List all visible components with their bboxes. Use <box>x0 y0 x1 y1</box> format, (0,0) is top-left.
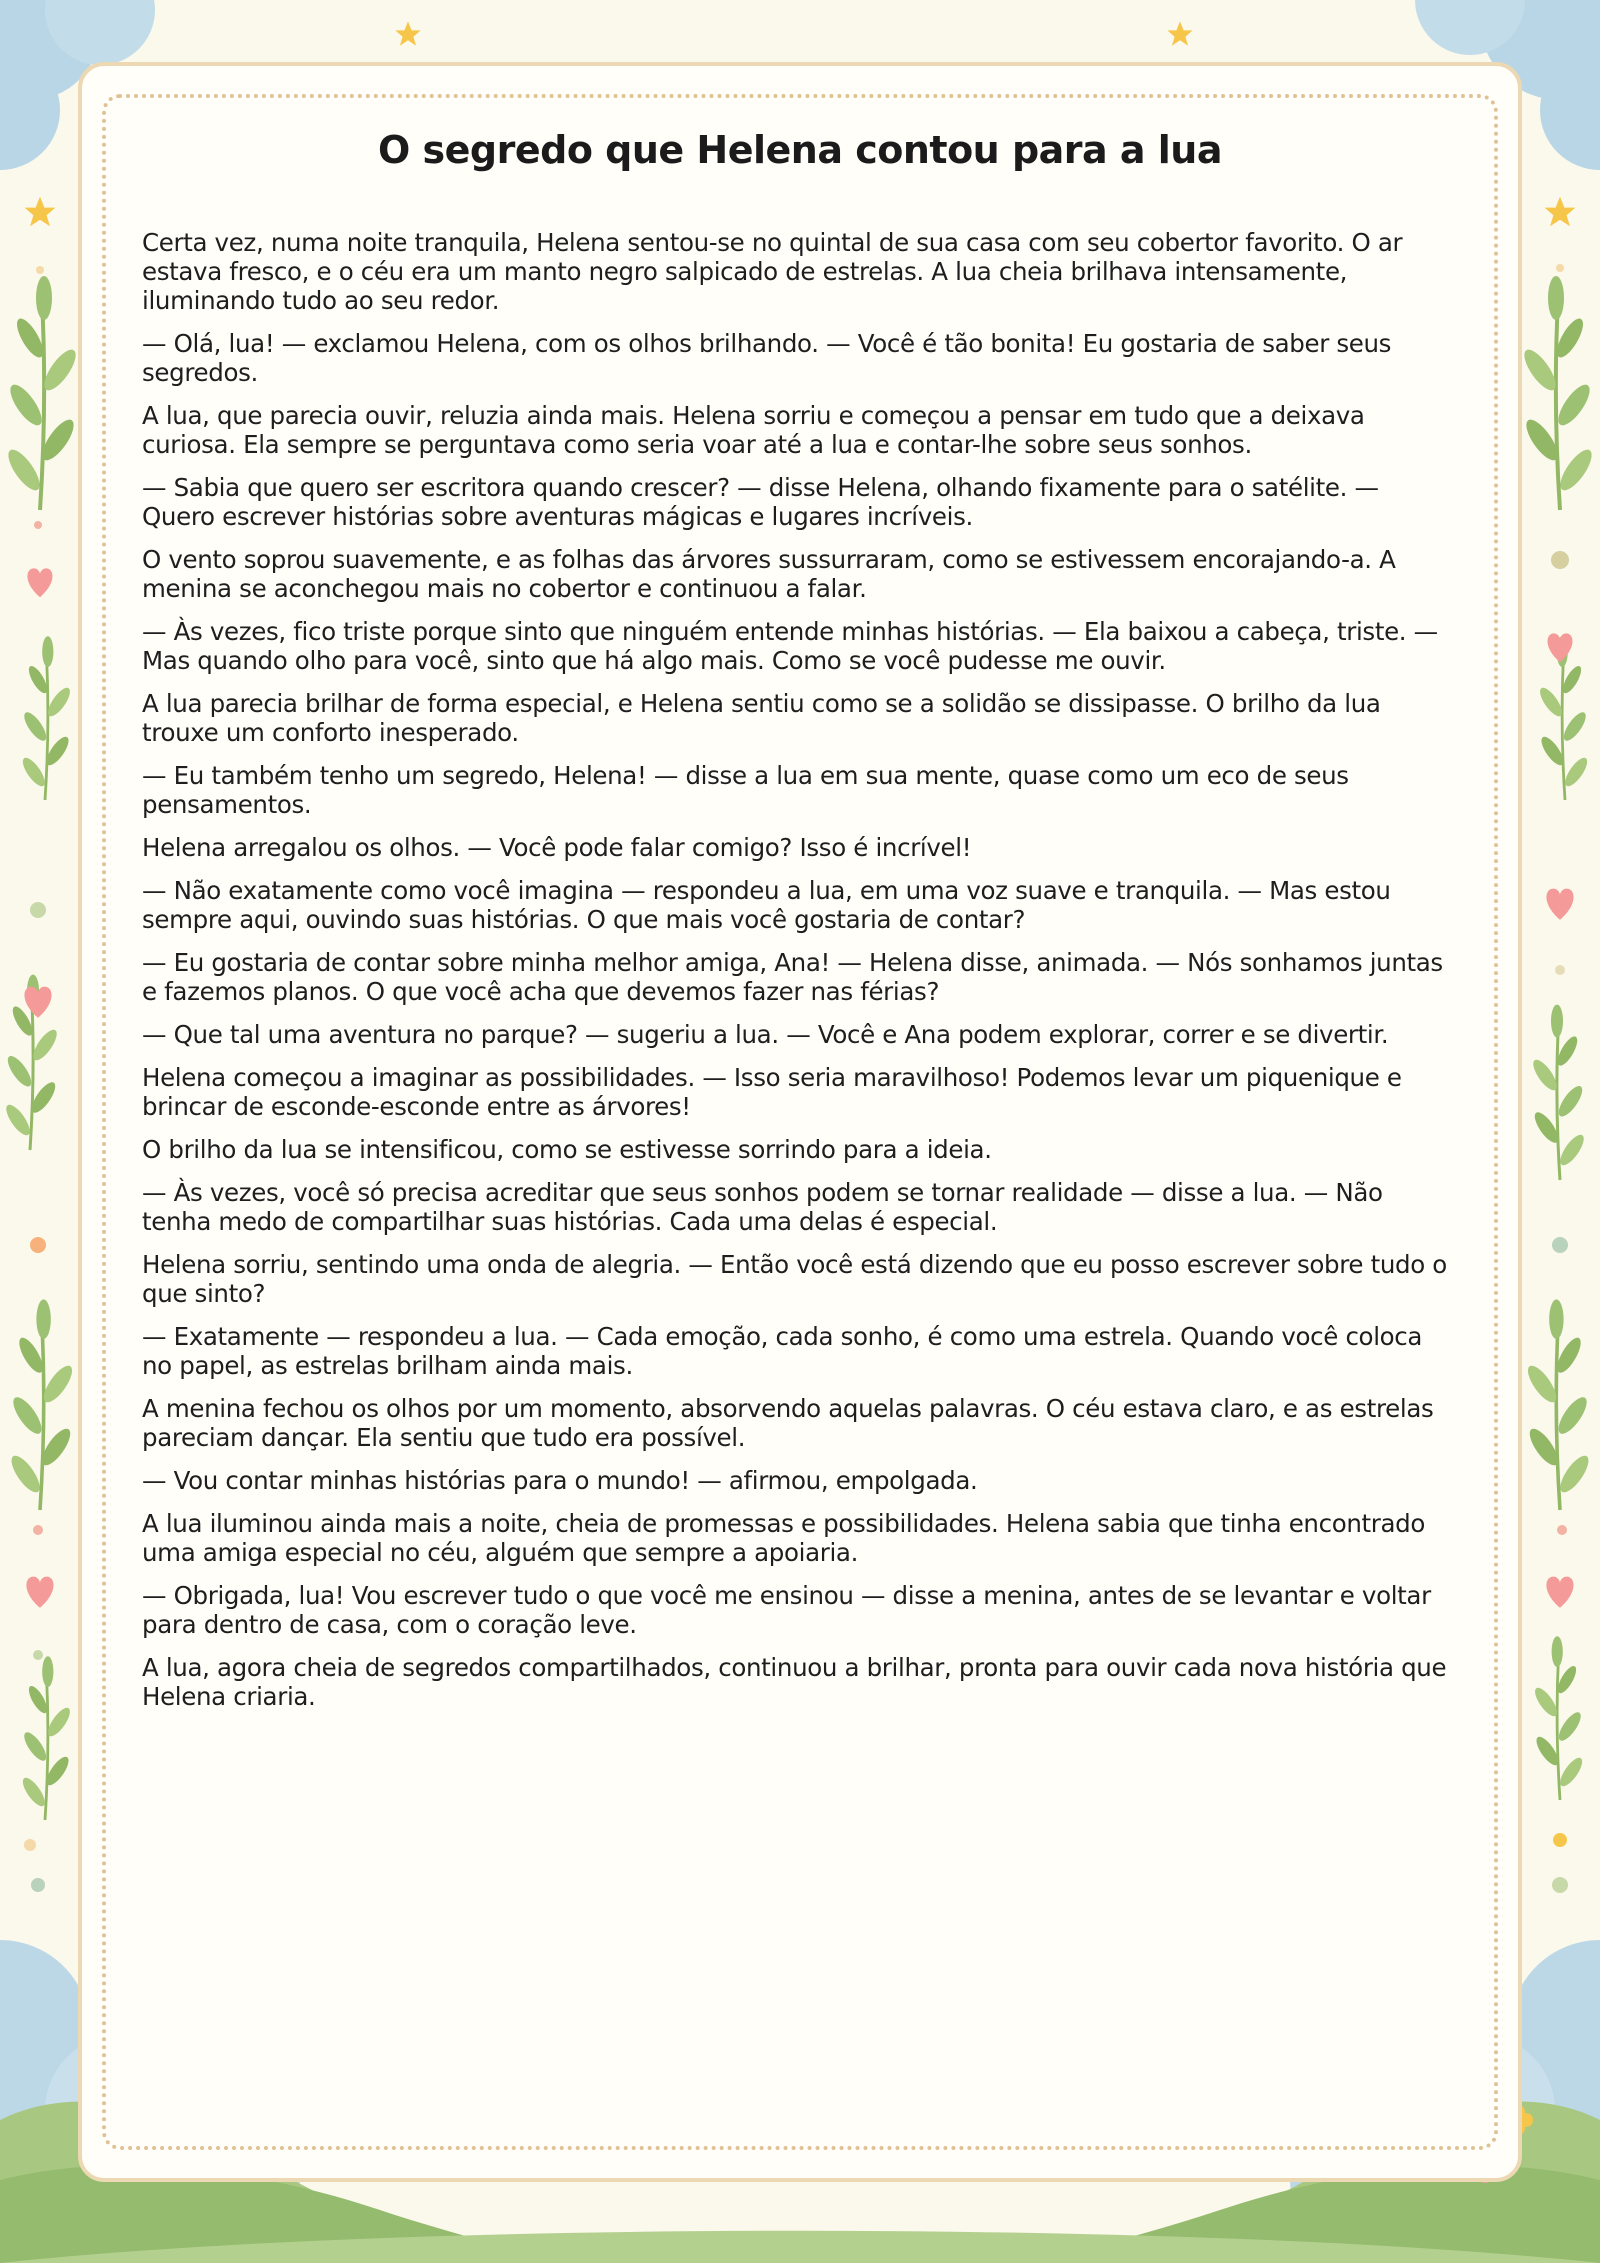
story-paragraph: O brilho da lua se intensificou, como se estivesse sorrindo para a ideia. <box>142 1135 992 1164</box>
story-paragraph: — Eu também tenho um segredo, Helena! — disse a lua em sua mente, quase como um eco de seus pensamentos. <box>142 761 1349 819</box>
story-paragraph: — Exatamente — respondeu a lua. — Cada emoção, cada sonho, é como uma estrela. Quando você coloca no papel, as estrelas brilham ainda mais. <box>142 1322 1423 1380</box>
story-title: O segredo que Helena contou para a lua <box>377 128 1222 172</box>
story-paragraph: — Às vezes, fico triste porque sinto que ninguém entende minhas histórias. — Ela baixou a cabeça, triste. — Mas quando olho para você, sinto que há algo mais. Como se você pudesse me ouvir. <box>142 617 1438 675</box>
story-paragraph: Helena sorriu, sentindo uma onda de alegria. — Então você está dizendo que eu posso escrever sobre tudo o que sinto? <box>142 1250 1447 1308</box>
story-paragraph: A lua iluminou ainda mais a noite, cheia de promessas e possibilidades. Helena sabia que tinha encontrado uma amiga especial no céu, alguém que sempre a apoiaria. <box>142 1509 1426 1567</box>
story-paragraph: — Vou contar minhas histórias para o mundo! — afirmou, empolgada. <box>142 1466 978 1495</box>
story-body <box>142 228 1454 1725</box>
story-paragraph: A menina fechou os olhos por um momento, absorvendo aquelas palavras. O céu estava claro, e as estrelas pareciam dançar. Ela sentiu que tudo era possível. <box>142 1394 1434 1452</box>
story-paragraph: — Não exatamente como você imagina — respondeu a lua, em uma voz suave e tranquila. — Mas estou sempre aqui, ouvindo suas histórias. O que mais você gostaria de contar? <box>142 876 1391 934</box>
story-paragraph: — Sabia que quero ser escritora quando crescer? — disse Helena, olhando fixamente para o satélite. — Quero escrever histórias sobre aventuras mágicas e lugares incríveis. <box>142 473 1379 531</box>
story-paragraph: Helena arregalou os olhos. — Você pode falar comigo? Isso é incrível! <box>142 833 972 862</box>
story-paragraph: O vento soprou suavemente, e as folhas das árvores sussurraram, como se estivessem encorajando-a. A menina se aconchegou mais no cobertor e continuou a falar. <box>142 545 1396 603</box>
leaf-branch-icon <box>1519 276 1597 1800</box>
story-paragraph: A lua parecia brilhar de forma especial, e Helena sentiu como se a solidão se dissipasse. O brilho da lua trouxe um conforto inesperado. <box>142 689 1381 747</box>
story-paragraph: Helena começou a imaginar as possibilidades. — Isso seria maravilhoso! Podemos levar um piquenique e brincar de esconde-esconde entre as árvores! <box>142 1063 1402 1121</box>
story-paragraph: — Às vezes, você só precisa acreditar que seus sonhos podem se tornar realidade — disse a lua. — Não tenha medo de compartilhar suas histórias. Cada uma delas é especial. <box>142 1178 1383 1236</box>
story-paragraph: — Eu gostaria de contar sobre minha melhor amiga, Ana! — Helena disse, animada. — Nós sonhamos juntas e fazemos planos. O que você acha que devemos fazer nas férias? <box>142 948 1443 1006</box>
story-paragraph: A lua, agora cheia de segredos compartilhados, continuou a brilhar, pronta para ouvir cada nova história que Helena criaria. <box>142 1653 1447 1711</box>
story-paragraph: A lua, que parecia ouvir, reluzia ainda mais. Helena sorriu e começou a pensar em tudo que a deixava curiosa. Ela sempre se perguntava como seria voar até a lua e contar-lhe sobre seus sonhos. <box>142 401 1365 459</box>
story-paragraph: — Que tal uma aventura no parque? — sugeriu a lua. — Você e Ana podem explorar, correr e se divertir. <box>142 1020 1389 1049</box>
story-paragraph: — Olá, lua! — exclamou Helena, com os olhos brilhando. — Você é tão bonita! Eu gostaria de saber seus segredos. <box>142 329 1392 387</box>
story-paragraph: Certa vez, numa noite tranquila, Helena sentou-se no quintal de sua casa com seu cobertor favorito. O ar estava fresco, e o céu era um manto negro salpicado de estrelas. A lua cheia brilhava intensamente, iluminando tudo ao seu redor. <box>142 228 1403 315</box>
story-paragraph: — Obrigada, lua! Vou escrever tudo o que você me ensinou — disse a menina, antes de se levantar e voltar para dentro de casa, com o coração leve. <box>142 1581 1431 1639</box>
